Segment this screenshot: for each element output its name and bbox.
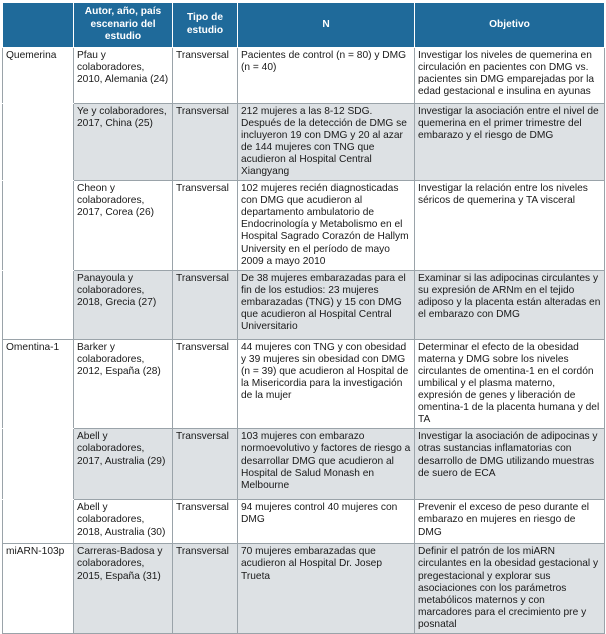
author-cell: Panayoula y colaboradores, 2018, Grecia (27) xyxy=(74,270,173,339)
n-cell: 102 mujeres recién diagnosticadas con DMG que acudieron al departamento ambulatorio de Endocrinología y Metabolismo en el Hospital Sagrado Corazón de Hallym University en el período de mayo 2009 a mayo 2010 xyxy=(238,181,415,271)
type-cell: Transversal xyxy=(173,544,238,634)
type-cell: Transversal xyxy=(173,339,238,429)
objective-cell: Prevenir el exceso de peso durante el embarazo en mujeres en riesgo de DMG xyxy=(415,500,605,544)
group-label xyxy=(3,181,74,271)
group-label: Omentina-1 xyxy=(3,339,74,429)
group-label xyxy=(3,103,74,181)
header-group xyxy=(3,3,74,48)
author-cell: Abell y colaboradores, 2018, Australia (30) xyxy=(74,500,173,544)
author-cell: Pfau y colaboradores, 2010, Alemania (24) xyxy=(74,47,173,103)
n-cell: 70 mujeres embarazadas que acudieron al Hospital Dr. Josep Trueta xyxy=(238,544,415,634)
type-cell: Transversal xyxy=(173,500,238,544)
table-row xyxy=(3,47,605,103)
header-type: Tipo de estudio xyxy=(173,3,238,48)
group-label: miARN-103p xyxy=(3,544,74,634)
table-row xyxy=(3,103,605,181)
type-cell: Transversal xyxy=(173,103,238,181)
n-cell: 44 mujeres con TNG y con obesidad y 39 mujeres sin obesidad con DMG (n = 39) que acudieron al Hospital de la Misericordia para la investigación de la mujer xyxy=(238,339,415,429)
objective-cell: Investigar la asociación entre el nivel de quemerina en el primer trimestre del embarazo y el riesgo de DMG xyxy=(415,103,605,181)
n-cell: Pacientes de control (n = 80) y DMG (n = 40) xyxy=(238,47,415,103)
table-row xyxy=(3,500,605,544)
group-label xyxy=(3,429,74,500)
author-cell: Cheon y colaboradores, 2017, Corea (26) xyxy=(74,181,173,271)
group-label: Quemerina xyxy=(3,47,74,103)
objective-cell: Determinar el efecto de la obesidad materna y DMG sobre los niveles circulantes de omentina-1 en el cordón umbilical y el plasma materno, expresión de genes y liberación de omentina-1 de la placenta humana y del TA xyxy=(415,339,605,429)
group-label xyxy=(3,500,74,544)
group-label xyxy=(3,270,74,339)
objective-cell: Investigar los niveles de quemerina en circulación en pacientes con DMG vs. pacientes sin DMG emparejadas por la edad gestacional e insulina en ayunas xyxy=(415,47,605,103)
objective-cell: Examinar si las adipocinas circulantes y su expresión de ARNm en el tejido adiposo y la placenta están alteradas en el embarazo con DMG xyxy=(415,270,605,339)
n-cell: 103 mujeres con embarazo normoevolutivo y factores de riesgo a desarrollar DMG que acudieron al Hospital de Salud Monash en Melbourne xyxy=(238,429,415,500)
header-n: N xyxy=(238,3,415,48)
type-cell: Transversal xyxy=(173,181,238,271)
n-cell: 212 mujeres a las 8-12 SDG. Después de la detección de DMG se incluyeron 19 con DMG y 20 al azar de 144 mujeres con TNG que acudieron al Hospital Central Xiangyang xyxy=(238,103,415,181)
table-row xyxy=(3,181,605,271)
type-cell: Transversal xyxy=(173,47,238,103)
table-header-row xyxy=(3,3,605,48)
table-row xyxy=(3,270,605,339)
table-row xyxy=(3,544,605,634)
n-cell: De 38 mujeres embarazadas para el fin de los estudios: 23 mujeres embarazadas (TNG) y 15 con DMG que acudieron al Hospital Central Universitario xyxy=(238,270,415,339)
author-cell: Ye y colaboradores, 2017, China (25) xyxy=(74,103,173,181)
table-row xyxy=(3,339,605,429)
author-cell: Abell y colaboradores, 2017, Australia (29) xyxy=(74,429,173,500)
type-cell: Transversal xyxy=(173,429,238,500)
n-cell: 94 mujeres control 40 mujeres con DMG xyxy=(238,500,415,544)
header-author: Autor, año, país escenario del estudio xyxy=(74,3,173,48)
author-cell: Barker y colaboradores, 2012, España (28) xyxy=(74,339,173,429)
study-table xyxy=(2,2,605,634)
header-objective: Objetivo xyxy=(415,3,605,48)
table-row xyxy=(3,429,605,500)
objective-cell: Definir el patrón de los miARN circulantes en la obesidad gestacional y pregestacional y explorar sus asociaciones con los parámetros metabólicos maternos y con marcadores para el crecimiento pre y posnatal xyxy=(415,544,605,634)
objective-cell: Investigar la asociación de adipocinas y otras sustancias inflamatorias con desarrollo de DMG utilizando muestras de suero de ECA xyxy=(415,429,605,500)
author-cell: Carreras-Badosa y colaboradores, 2015, España (31) xyxy=(74,544,173,634)
type-cell: Transversal xyxy=(173,270,238,339)
objective-cell: Investigar la relación entre los niveles séricos de quemerina y TA visceral xyxy=(415,181,605,271)
